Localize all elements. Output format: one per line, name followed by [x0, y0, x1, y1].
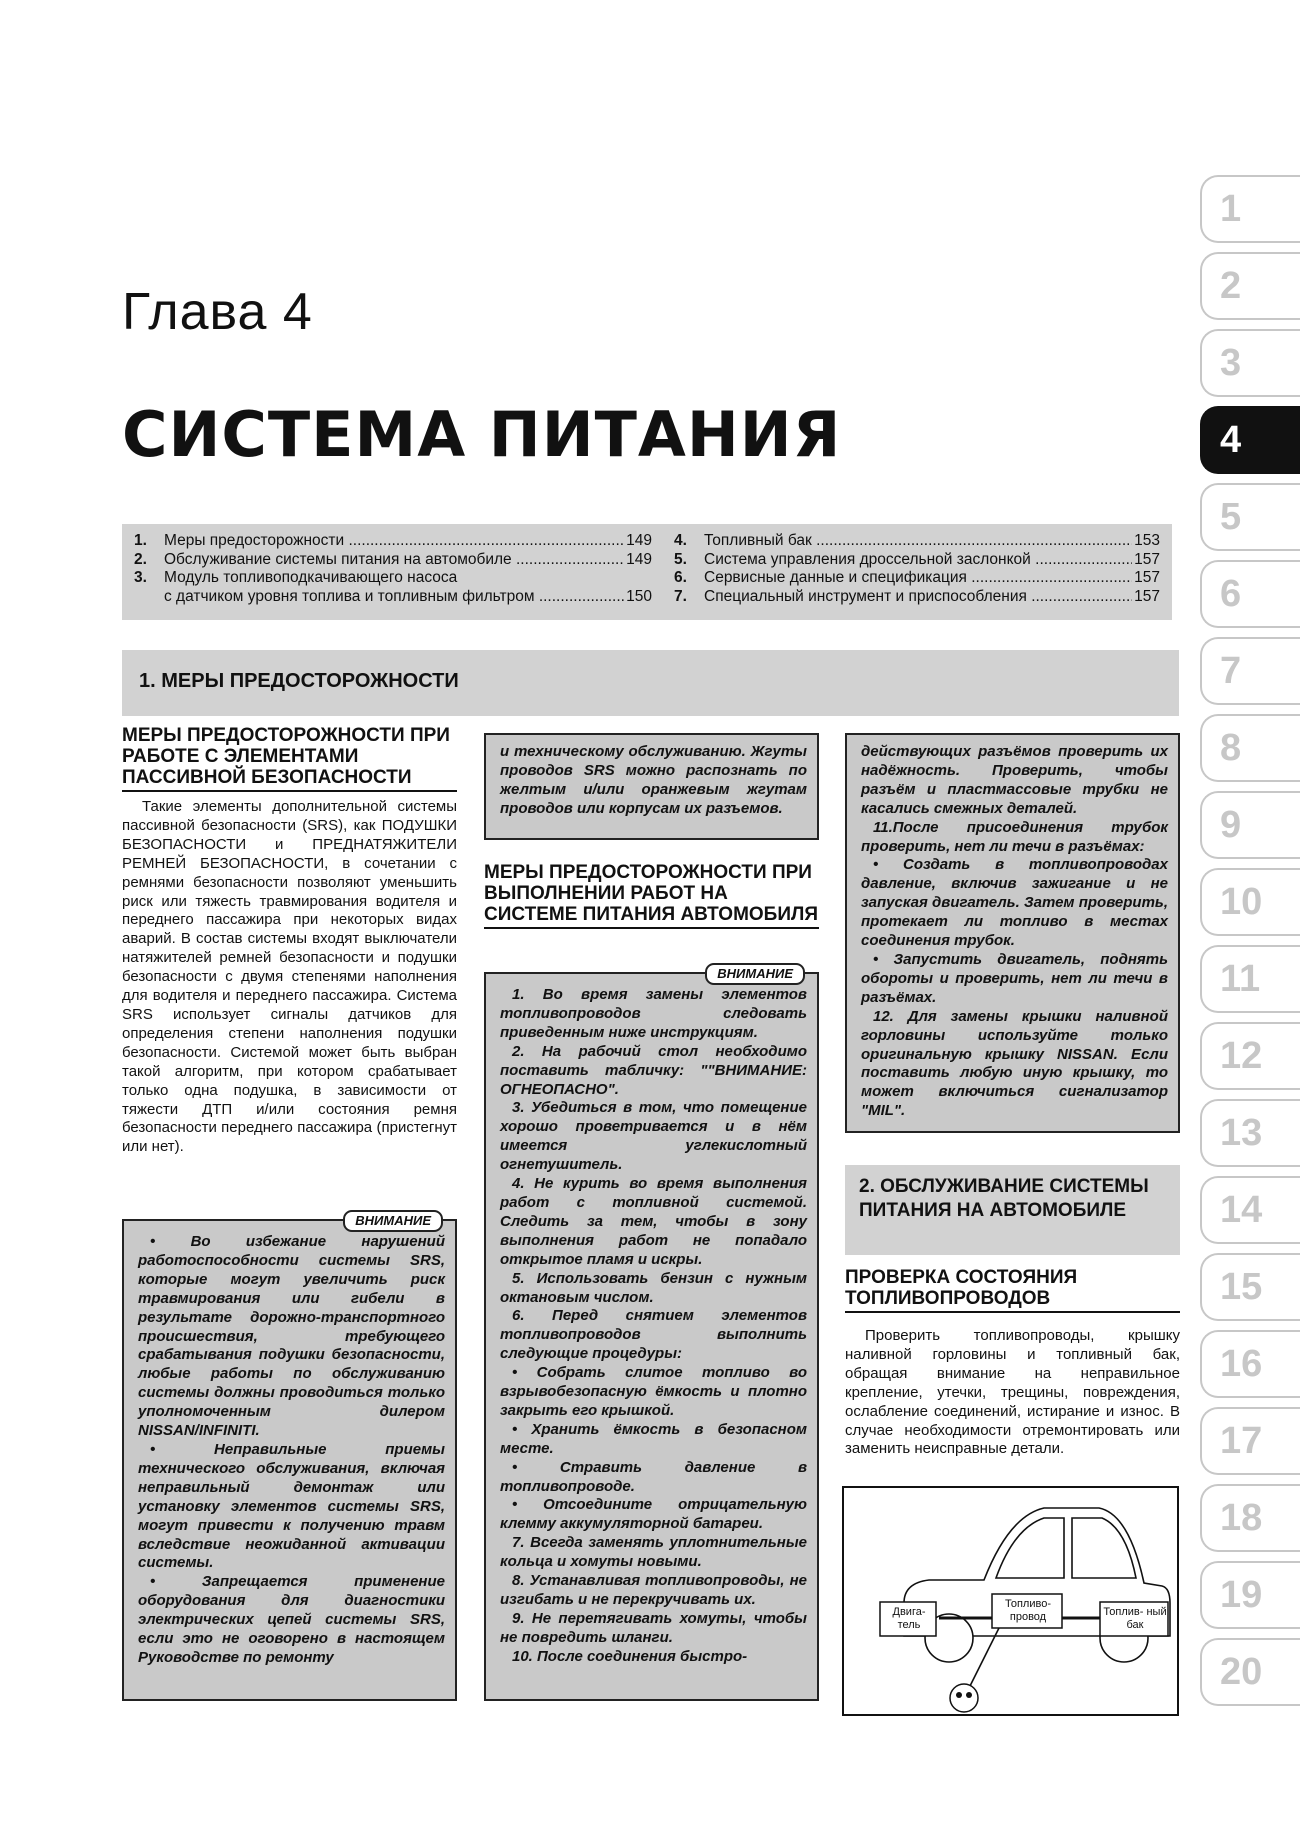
- toc-title: Система управления дроссельной заслонкой .....: [704, 551, 1132, 570]
- col2-heading-block: [484, 862, 819, 929]
- toc-title: Сервисные данные и спецификация .....: [704, 569, 1132, 588]
- warning-tag: ВНИМАНИЕ: [343, 1210, 443, 1232]
- warning-item: • Неправильные приемы технического обслуживания, включая неправильный демонтаж или установку элементов системы SRS, могут привести к получению травм вследствие неожиданной активации системы.: [138, 1440, 445, 1572]
- chapter-label: Глава 4: [122, 283, 313, 341]
- chapter-tab-7[interactable]: 7: [1200, 637, 1300, 705]
- chapter-tab-17[interactable]: 17: [1200, 1407, 1300, 1475]
- warning-item: 11.После присоединения трубок проверить, нет ли течи в разъёмах:: [861, 818, 1168, 855]
- toc-number: 4.: [674, 532, 687, 549]
- col2-continued-box: [484, 733, 819, 840]
- section-2-body: Проверить топливопроводы, крышку наливной горловины и топливный бак, обращая внимание на неправильное крепление, утечки, трещины, повреждения, ослабление соединений, истирание и износ. В случае необходимости отремонтировать или заменить неисправные детали.: [845, 1327, 1180, 1458]
- chapter-tab-13[interactable]: 13: [1200, 1099, 1300, 1167]
- figure-label-engine: Двига- тель: [892, 1606, 926, 1631]
- chapter-tab-14[interactable]: 14: [1200, 1176, 1300, 1244]
- chapter-tab-2[interactable]: 2: [1200, 252, 1300, 320]
- warning-item: 8. Устанавливая топливопроводы, не изгибать и не перекручивать их.: [500, 1572, 807, 1608]
- col1-warning-box: [122, 1213, 457, 1701]
- chapter-tab-3[interactable]: 3: [1200, 329, 1300, 397]
- toc-page: 157: [1134, 569, 1160, 586]
- chapter-tab-10[interactable]: 10: [1200, 868, 1300, 936]
- warning-item: • Стравить давление в топливопроводе.: [500, 1458, 807, 1495]
- warning-item: 1. Во время замены элементов топливопроводов следовать приведенным ниже инструкциям.: [500, 986, 807, 1041]
- toc-number: 7.: [674, 587, 687, 605]
- chapter-tab-6[interactable]: 6: [1200, 560, 1300, 628]
- warning-item: • Собрать слитое топливо во взрывобезопасную ёмкость и плотно закрыть его крышкой.: [500, 1364, 807, 1419]
- toc-number: 3.: [134, 569, 147, 586]
- chapter-tab-18[interactable]: 18: [1200, 1484, 1300, 1552]
- toc-page: 149: [626, 550, 652, 568]
- section-1-bar: [122, 650, 1179, 716]
- toc-item[interactable]: [674, 569, 1160, 588]
- warning-item: 12. Для замены крышки наливной горловины используйте только оригинальную крышку NISSAN. Если поставить любую иную крышку, то может включиться сигнализатор "MIL".: [861, 1007, 1168, 1120]
- chapter-tab-1[interactable]: 1: [1200, 175, 1300, 243]
- toc-number: 5.: [674, 550, 687, 568]
- section-1-title: 1. МЕРЫ ПРЕДОСТОРОЖНОСТИ: [139, 670, 459, 692]
- warning-item: 2. На рабочий стол необходимо поставить табличку: ""ВНИМАНИЕ: ОГНЕОПАСНО".: [500, 1042, 807, 1098]
- warning-item: и техническому обслуживанию. Жгуты проводов SRS можно распознать по желтым и/или оранжевым жгутам проводов или корпусам их разъемов.: [500, 743, 807, 817]
- chapter-tab-20[interactable]: 20: [1200, 1638, 1300, 1706]
- chapter-tab-19[interactable]: 19: [1200, 1561, 1300, 1629]
- chapter-tab-4[interactable]: 4: [1200, 406, 1300, 474]
- chapter-title: СИСТЕМА ПИТАНИЯ: [122, 398, 842, 471]
- warning-item: 10. После соединения быстро-: [512, 1647, 748, 1665]
- warning-item: 7. Всегда заменять уплотнительные кольца и хомуты новыми.: [500, 1534, 807, 1571]
- chapter-tab-16[interactable]: 16: [1200, 1330, 1300, 1398]
- toc-item[interactable]: [134, 532, 652, 551]
- toc-page: 157: [1134, 550, 1160, 568]
- chapter-tab-12[interactable]: 12: [1200, 1022, 1300, 1090]
- warning-item: • Запустить двигатель, поднять обороты и проверить, нет ли течи в разъёмах.: [861, 950, 1168, 1006]
- chapter-tab-8[interactable]: 8: [1200, 714, 1300, 782]
- toc-item[interactable]: [134, 569, 652, 588]
- chapter-tab-15[interactable]: 15: [1200, 1253, 1300, 1321]
- column-1: [122, 725, 457, 1157]
- toc-title: Специальный инструмент и приспособления .....: [704, 588, 1132, 607]
- toc-item[interactable]: [674, 551, 1160, 570]
- section-2-bar: [845, 1165, 1180, 1255]
- toc-page: 157: [1134, 587, 1160, 605]
- toc-item[interactable]: [674, 588, 1160, 607]
- toc-number: 2.: [134, 550, 147, 568]
- toc-number: 6.: [674, 569, 687, 586]
- figure-label-fuel-tank: Топлив- ный бак: [1103, 1606, 1167, 1631]
- col1-heading: МЕРЫ ПРЕДОСТОРОЖНОСТИ ПРИ РАБОТЕ С ЭЛЕМЕНТАМИ ПАССИВНОЙ БЕЗОПАСНОСТИ: [122, 725, 457, 792]
- warning-item: • Создать в топливопроводах давление, включив зажигание и не запуская двигатель. Затем проверить, протекает ли топливо в местах соединения трубок.: [861, 856, 1168, 950]
- section-2-title: 2. ОБСЛУЖИВАНИЕ СИСТЕМЫ ПИТАНИЯ НА АВТОМОБИЛЕ: [859, 1176, 1149, 1221]
- toc-page: 149: [626, 532, 652, 549]
- warning-item: • Хранить ёмкость в безопасном месте.: [500, 1420, 807, 1457]
- col3-warning-box: [845, 733, 1180, 1133]
- toc-title: Модуль топливоподкачивающего насоса: [164, 569, 458, 586]
- warning-item: • Запрещается применение оборудования для диагностики электрических цепей системы SRS, если это не оговорено в настоящем Руководстве по ремонту: [138, 1573, 445, 1666]
- chapter-tab-5[interactable]: 5: [1200, 483, 1300, 551]
- warning-item: 9. Не перетягивать хомуты, чтобы не повредить шланги.: [500, 1609, 807, 1646]
- col1-body: Такие элементы дополнительной системы пассивной безопасности (SRS), как ПОДУШКИ БЕЗОПАСНОСТИ и ПРЕДНАТЯЖИТЕЛИ РЕМНЕЙ БЕЗОПАСНОСТИ, в сочетании с ремнями безопасности позволяют уменьшить риск или тяжесть травмирования водителя и переднего пассажира при некоторых видах аварий. В состав системы входят выключатели натяжителей ремней безопасности и подушки безопасности с двумя степенями наполнения для водителя и переднего пассажира. Система SRS использует сигналы датчиков для определения степени наполнения подушки безопасности. Системой может быть выбран такой алгоритм, при котором срабатывает только одна подушка, в зависимости от тяжести ДТП и/или состояния ремня безопасности переднего пассажира (пристегнут или нет).: [122, 798, 457, 1156]
- warning-item: действующих разъёмов проверить их надёжность. Проверить, чтобы разъём и пластмассовые трубки не касались смежных деталей.: [861, 743, 1168, 817]
- warning-item: 6. Перед снятием элементов топливопроводов выполнить следующие процедуры:: [500, 1307, 807, 1363]
- toc-item[interactable]: [134, 551, 652, 570]
- warning-tag: ВНИМАНИЕ: [705, 963, 805, 985]
- toc-item[interactable]: [134, 588, 652, 607]
- col2-warning-box: [484, 966, 819, 1701]
- chapter-tab-11[interactable]: 11: [1200, 945, 1300, 1013]
- figure-label-fuel-line: Топливо- провод: [1005, 1598, 1051, 1623]
- toc-title: Топливный бак .....: [704, 532, 1132, 551]
- warning-item: • Отсоедините отрицательную клемму аккумуляторной батареи.: [500, 1496, 807, 1533]
- section-2-heading: ПРОВЕРКА СОСТОЯНИЯ ТОПЛИВОПРОВОДОВ: [845, 1267, 1180, 1313]
- toc-title: с датчиком уровня топлива и топливным фильтром .....: [164, 588, 624, 607]
- toc-title: Обслуживание системы питания на автомобиле .....: [164, 551, 624, 570]
- col2-heading: МЕРЫ ПРЕДОСТОРОЖНОСТИ ПРИ ВЫПОЛНЕНИИ РАБОТ НА СИСТЕМЕ ПИТАНИЯ АВТОМОБИЛЯ: [484, 862, 819, 929]
- toc-title: Меры предосторожности .....: [164, 532, 624, 551]
- warning-item: 4. Не курить во время выполнения работ с топливной системой. Следить за тем, чтобы в зону выполнения работ не попадало открытое пламя и искры.: [500, 1175, 807, 1268]
- chapter-tab-9[interactable]: 9: [1200, 791, 1300, 859]
- toc-number: 1.: [134, 532, 147, 549]
- table-of-contents: [122, 524, 1172, 620]
- fuel-line-figure: [842, 1486, 1179, 1716]
- toc-page: 153: [1134, 532, 1160, 549]
- section-2-content: [845, 1267, 1180, 1459]
- toc-item[interactable]: [674, 532, 1160, 551]
- warning-item: 3. Убедиться в том, что помещение хорошо проветривается и в нём имеется углекислотный огнетушитель.: [500, 1099, 807, 1174]
- toc-page: 150: [626, 587, 652, 605]
- warning-item: 5. Использовать бензин с нужным октановым числом.: [500, 1269, 807, 1306]
- warning-item: • Во избежание нарушений работоспособности системы SRS, которые могут увеличить риск травмирования или гибели в результате дорожно-транспортного происшествия, требующего срабатывания подушки безопасности, любые работы по обслуживанию системы должны проводиться только уполномоченным дилером NISSAN/INFINITI.: [138, 1233, 445, 1440]
